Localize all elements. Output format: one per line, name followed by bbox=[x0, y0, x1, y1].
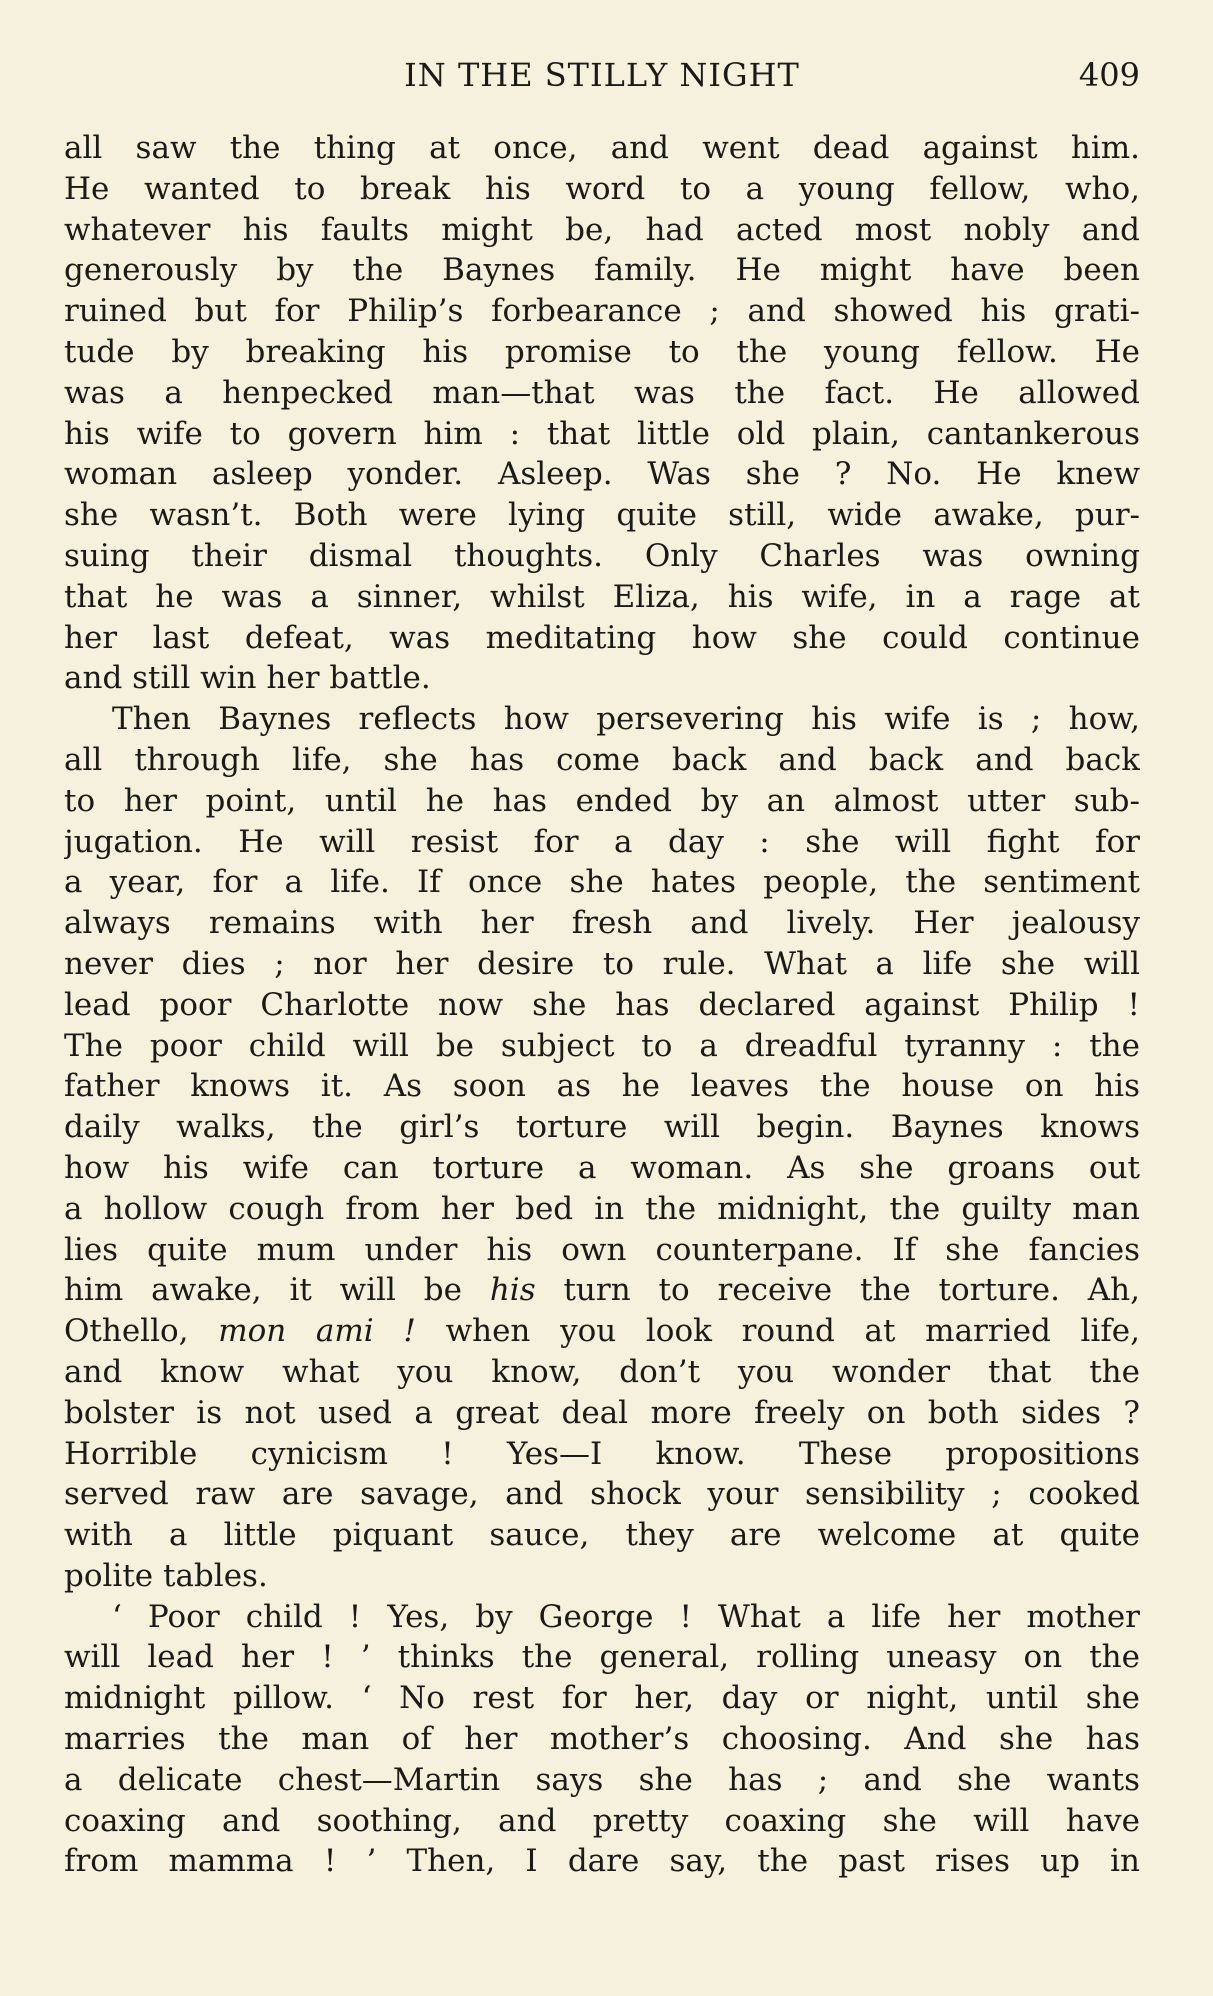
text-line: The poor child will be subject to a dreadful tyranny : the bbox=[64, 1027, 1140, 1064]
text-line: polite tables. bbox=[64, 1557, 268, 1594]
text-line: woman asleep yonder. Asleep. Was she ? No. He knew bbox=[64, 456, 1140, 493]
text-line: marries the man of her mother’s choosing. And she has bbox=[64, 1721, 1140, 1758]
text-line: always remains with her fresh and lively. Her jealousy bbox=[64, 905, 1140, 942]
text-line: jugation. He will resist for a day : she will fight for bbox=[64, 823, 1140, 860]
running-head bbox=[64, 56, 1140, 100]
text-run: him awake, it will be bbox=[64, 1272, 490, 1309]
body-text bbox=[64, 128, 1140, 1882]
italic-text: his bbox=[489, 1272, 536, 1309]
text-line: was a henpecked man—that was the fact. He allowed bbox=[64, 374, 1140, 411]
text-line: a year, for a life. If once she hates people, the sentiment bbox=[64, 864, 1140, 901]
text-line: all through life, she has come back and back and back bbox=[64, 741, 1140, 778]
italic-text: mon ami ! bbox=[218, 1313, 416, 1350]
text-line: and still win her battle. bbox=[64, 660, 431, 697]
paragraph-1 bbox=[64, 128, 1140, 699]
text-line: a delicate chest—Martin says she has ; and she wants bbox=[64, 1761, 1140, 1798]
paragraph-3 bbox=[64, 1597, 1140, 1883]
text-run: Othello, bbox=[64, 1313, 219, 1350]
text-line: her last defeat, was meditating how she could continue bbox=[64, 619, 1140, 656]
text-line: and know what you know, don’t you wonder that the bbox=[64, 1353, 1140, 1390]
text-line: with a little piquant sauce, they are welcome at quite bbox=[64, 1517, 1140, 1554]
text-line: lies quite mum under his own counterpane. If she fancies bbox=[64, 1231, 1140, 1268]
text-line: ruined but for Philip’s forbearance ; and showed his grati- bbox=[64, 293, 1140, 330]
text-line: never dies ; nor her desire to rule. What a life she will bbox=[64, 945, 1140, 982]
text-line: coaxing and soothing, and pretty coaxing she will have bbox=[64, 1802, 1140, 1839]
text-line: all saw the thing at once, and went dead against him. bbox=[64, 130, 1140, 166]
text-line: Then Baynes reflects how persevering his wife is ; how, bbox=[112, 701, 1140, 738]
text-line: bolster is not used a great deal more freely on both sides ? bbox=[64, 1394, 1140, 1431]
text-line: a hollow cough from her bed in the midnight, the guilty man bbox=[64, 1190, 1140, 1227]
text-line: served raw are savage, and shock your sensibility ; cooked bbox=[64, 1476, 1140, 1513]
text-line: that he was a sinner, whilst Eliza, his wife, in a rage at bbox=[64, 578, 1140, 615]
page-number: 409 bbox=[1078, 56, 1140, 94]
text-line: whatever his faults might be, had acted most nobly and bbox=[64, 211, 1140, 248]
text-line: father knows it. As soon as he leaves the house on his bbox=[64, 1068, 1140, 1105]
text-line: will lead her ! ’ thinks the general, rolling uneasy on the bbox=[64, 1639, 1140, 1676]
text-line bbox=[64, 1311, 1140, 1352]
text-line: his wife to govern him : that little old plain, cantankerous bbox=[64, 415, 1140, 452]
text-line: suing their dismal thoughts. Only Charles was owning bbox=[64, 537, 1140, 574]
paragraph-2 bbox=[64, 699, 1140, 1597]
text-line: how his wife can torture a woman. As she groans out bbox=[64, 1149, 1140, 1186]
text-line: midnight pillow. ‘ No rest for her, day or night, until she bbox=[64, 1680, 1140, 1717]
text-line: generously by the Baynes family. He might have been bbox=[64, 252, 1140, 289]
text-line: from mamma ! ’ Then, I dare say, the past rises up in bbox=[64, 1843, 1140, 1880]
text-line: lead poor Charlotte now she has declared against Philip ! bbox=[64, 986, 1140, 1023]
text-line: He wanted to break his word to a young fellow, who, bbox=[64, 170, 1140, 207]
text-line: Horrible cynicism ! Yes—I know. These propositions bbox=[64, 1435, 1140, 1472]
text-run: when you look round at married life, bbox=[415, 1313, 1140, 1350]
text-line: to her point, until he has ended by an almost utter sub- bbox=[64, 782, 1140, 819]
text-run: turn to receive the torture. Ah, bbox=[535, 1272, 1140, 1309]
text-line: she wasn’t. Both were lying quite still, wide awake, pur- bbox=[64, 497, 1140, 534]
running-title: IN THE STILLY NIGHT bbox=[404, 56, 800, 94]
text-line: daily walks, the girl’s torture will begin. Baynes knows bbox=[64, 1109, 1140, 1146]
text-line: ‘ Poor child ! Yes, by George ! What a life her mother bbox=[112, 1598, 1140, 1635]
text-line: tude by breaking his promise to the young fellow. He bbox=[64, 333, 1140, 370]
text-line bbox=[64, 1270, 1140, 1311]
